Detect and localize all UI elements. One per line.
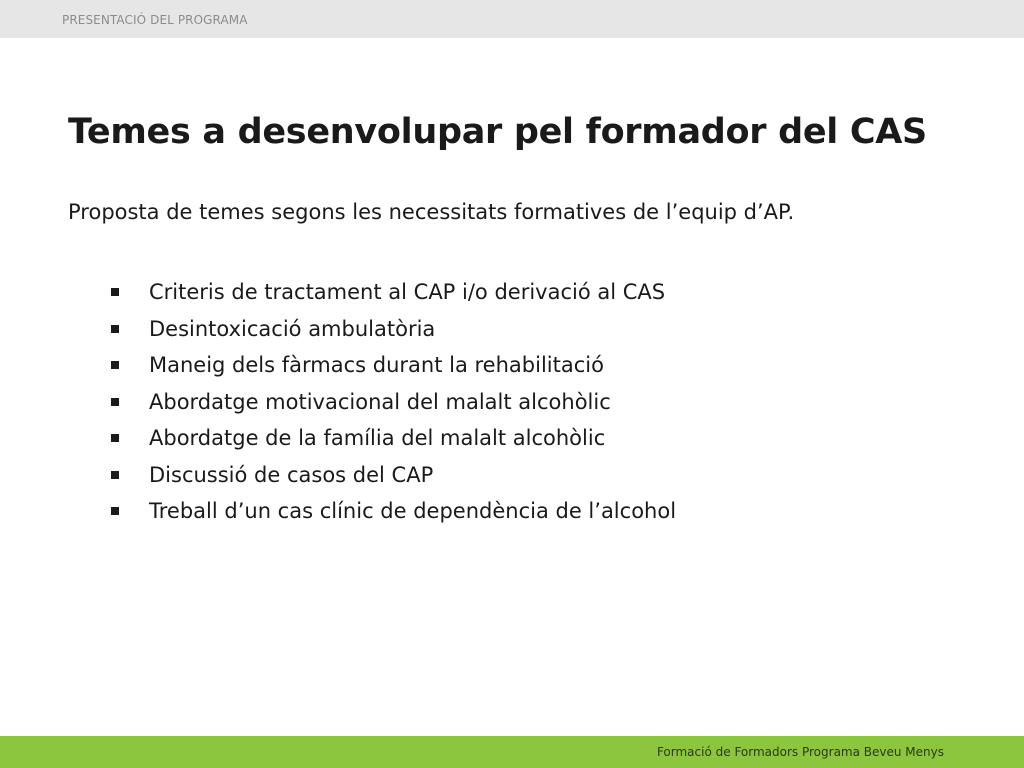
footer-bar [0, 736, 1024, 768]
square-bullet-icon [111, 325, 119, 333]
square-bullet-icon [111, 507, 119, 515]
list-item-text: Maneig dels fàrmacs durant la rehabilitació [149, 353, 604, 378]
list-item-text: Treball d’un cas clínic de dependència de l’alcohol [149, 499, 677, 524]
topic-list [108, 274, 676, 530]
list-item-text: Abordatge de la família del malalt alcohòlic [149, 426, 606, 451]
list-item-text: Criteris de tractament al CAP i/o derivació al CAS [149, 280, 666, 305]
footer-text: Formació de Formadors Programa Beveu Menys [656, 745, 944, 759]
list-item-text: Desintoxicació ambulatòria [149, 316, 436, 341]
list-item [108, 274, 676, 311]
list-item-text: Discussió de casos del CAP [149, 462, 434, 487]
square-bullet-icon [111, 398, 119, 406]
list-item [108, 347, 676, 384]
square-bullet-icon [111, 288, 119, 296]
list-item [108, 420, 676, 457]
list-item [108, 457, 676, 494]
square-bullet-icon [111, 434, 119, 442]
list-item-text: Abordatge motivacional del malalt alcohòlic [149, 389, 611, 414]
section-label: PRESENTACIÓ DEL PROGRAMA [62, 13, 248, 27]
square-bullet-icon [111, 471, 119, 479]
list-item [108, 311, 676, 348]
slide-title: Temes a desenvolupar pel formador del CAS [68, 112, 927, 152]
square-bullet-icon [111, 361, 119, 369]
header-bar [0, 0, 1024, 38]
list-item [108, 384, 676, 421]
list-item [108, 493, 676, 530]
intro-text: Proposta de temes segons les necessitats formatives de l’equip d’AP. [68, 200, 795, 224]
